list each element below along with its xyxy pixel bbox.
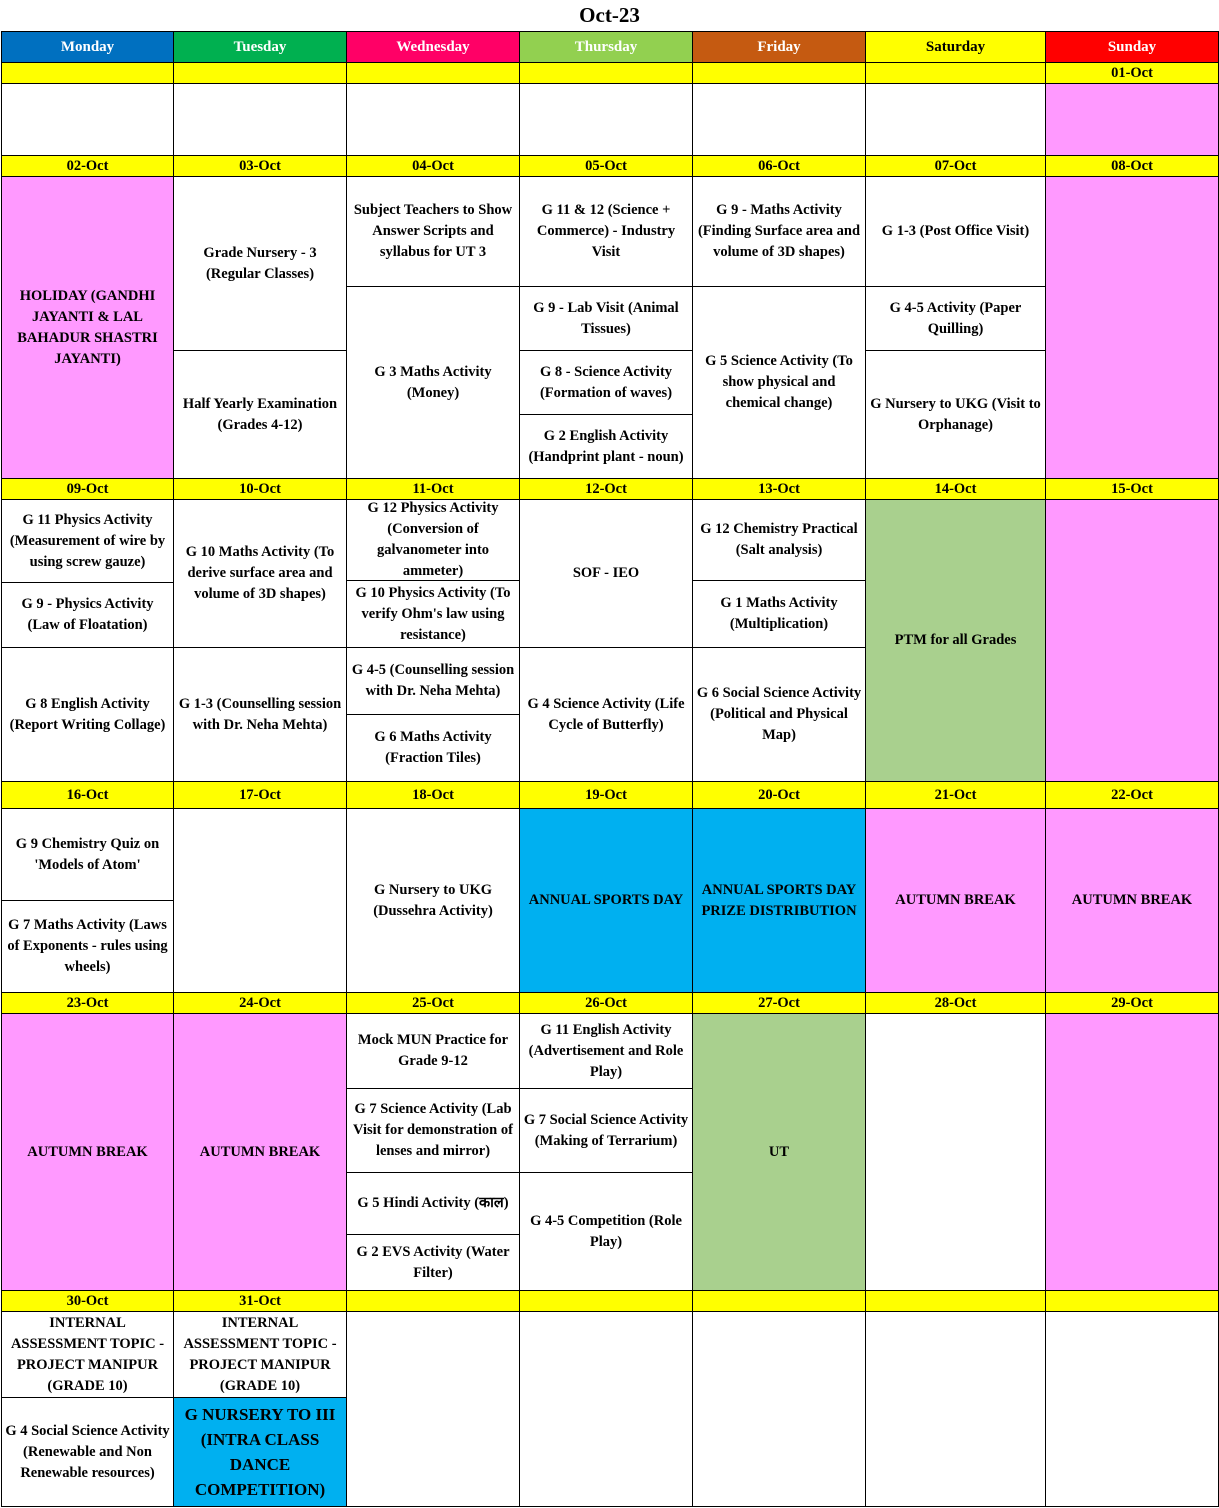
day-header-tuesday: Tuesday: [173, 31, 347, 63]
date-cell: [865, 62, 1046, 84]
calendar-title: Oct-23: [579, 3, 640, 27]
event-cell: UT: [692, 1013, 866, 1291]
event-cell: AUTUMN BREAK: [173, 1013, 347, 1291]
date-cell: [1045, 1290, 1219, 1312]
event-cell: G NURSERY TO III (INTRA CLASS DANCE COMPETITION): [173, 1397, 347, 1507]
date-cell: [1, 62, 174, 84]
date-cell: 18-Oct: [346, 781, 520, 809]
event-cell: G Nursery to UKG (Dussehra Activity): [346, 808, 520, 993]
date-cell: [865, 1290, 1046, 1312]
date-cell: 03-Oct: [173, 155, 347, 177]
event-cell: INTERNAL ASSESSMENT TOPIC - PROJECT MANIPUR (GRADE 10): [173, 1311, 347, 1398]
date-cell: [519, 1290, 693, 1312]
event-cell: G 11 English Activity (Advertisement and Role Play): [519, 1013, 693, 1089]
day-header-friday: Friday: [692, 31, 866, 63]
date-cell: 23-Oct: [1, 992, 174, 1014]
event-cell: G 2 EVS Activity (Water Filter): [346, 1234, 520, 1291]
event-cell: G 4-5 Competition (Role Play): [519, 1172, 693, 1291]
date-cell: 01-Oct: [1045, 62, 1219, 84]
date-cell: 26-Oct: [519, 992, 693, 1014]
date-cell: 15-Oct: [1045, 478, 1219, 500]
event-cell: G 7 Maths Activity (Laws of Exponents - rules using wheels): [1, 900, 174, 993]
event-cell: HOLIDAY (GANDHI JAYANTI & LAL BAHADUR SHASTRI JAYANTI): [1, 176, 174, 479]
empty-day-cell: [519, 1311, 693, 1507]
event-cell: G 7 Social Science Activity (Making of Terrarium): [519, 1088, 693, 1173]
event-cell: G 6 Maths Activity (Fraction Tiles): [346, 714, 520, 782]
date-cell: 02-Oct: [1, 155, 174, 177]
event-cell: G 9 - Maths Activity (Finding Surface area and volume of 3D shapes): [692, 176, 866, 287]
event-cell: G 4-5 (Counselling session with Dr. Neha Mehta): [346, 647, 520, 715]
empty-day-cell: [865, 1013, 1046, 1291]
date-cell: [346, 1290, 520, 1312]
date-cell: 05-Oct: [519, 155, 693, 177]
event-cell: G 9 - Lab Visit (Animal Tissues): [519, 286, 693, 351]
date-cell: 29-Oct: [1045, 992, 1219, 1014]
event-cell: AUTUMN BREAK: [865, 808, 1046, 993]
date-cell: 06-Oct: [692, 155, 866, 177]
date-cell: 28-Oct: [865, 992, 1046, 1014]
date-cell: 21-Oct: [865, 781, 1046, 809]
empty-day-cell: [173, 83, 347, 156]
date-cell: 22-Oct: [1045, 781, 1219, 809]
date-cell: 24-Oct: [173, 992, 347, 1014]
event-cell: Subject Teachers to Show Answer Scripts and syllabus for UT 3: [346, 176, 520, 287]
day-header-sunday: Sunday: [1045, 31, 1219, 63]
empty-day-cell: [1045, 1013, 1219, 1291]
event-cell: Half Yearly Examination (Grades 4-12): [173, 350, 347, 479]
day-header-wednesday: Wednesday: [346, 31, 520, 63]
event-cell: G 11 & 12 (Science + Commerce) - Industry Visit: [519, 176, 693, 287]
event-cell: G 12 Chemistry Practical (Salt analysis): [692, 499, 866, 581]
date-cell: 17-Oct: [173, 781, 347, 809]
day-header-saturday: Saturday: [865, 31, 1046, 63]
date-cell: 30-Oct: [1, 1290, 174, 1312]
event-cell: PTM for all Grades: [865, 499, 1046, 782]
date-cell: [519, 62, 693, 84]
event-cell: G 8 - Science Activity (Formation of waves): [519, 350, 693, 415]
date-cell: 20-Oct: [692, 781, 866, 809]
event-cell: G 10 Physics Activity (To verify Ohm's law using resistance): [346, 580, 520, 648]
empty-day-cell: [865, 83, 1046, 156]
event-cell: G 7 Science Activity (Lab Visit for demonstration of lenses and mirror): [346, 1088, 520, 1173]
date-cell: [173, 62, 347, 84]
event-cell: AUTUMN BREAK: [1, 1013, 174, 1291]
event-cell: G 1-3 (Post Office Visit): [865, 176, 1046, 287]
date-cell: 25-Oct: [346, 992, 520, 1014]
event-cell: G 8 English Activity (Report Writing Collage): [1, 647, 174, 782]
empty-day-cell: [519, 83, 693, 156]
event-cell: G 1 Maths Activity (Multiplication): [692, 580, 866, 648]
date-cell: [692, 62, 866, 84]
date-cell: 19-Oct: [519, 781, 693, 809]
date-cell: 16-Oct: [1, 781, 174, 809]
event-cell: Mock MUN Practice for Grade 9-12: [346, 1013, 520, 1089]
date-cell: 08-Oct: [1045, 155, 1219, 177]
empty-day-cell: [1045, 499, 1219, 782]
event-cell: G Nursery to UKG (Visit to Orphanage): [865, 350, 1046, 479]
event-cell: G 9 - Physics Activity (Law of Floatation): [1, 582, 174, 648]
date-cell: 04-Oct: [346, 155, 520, 177]
empty-day-cell: [1045, 176, 1219, 479]
event-cell: G 3 Maths Activity (Money): [346, 286, 520, 479]
event-cell: G 9 Chemistry Quiz on 'Models of Atom': [1, 808, 174, 901]
event-cell: G 4-5 Activity (Paper Quilling): [865, 286, 1046, 351]
empty-day-cell: [346, 1311, 520, 1507]
event-cell: AUTUMN BREAK: [1045, 808, 1219, 993]
date-cell: 14-Oct: [865, 478, 1046, 500]
date-cell: 11-Oct: [346, 478, 520, 500]
empty-day-cell: [1, 83, 174, 156]
empty-day-cell: [692, 83, 866, 156]
date-cell: 09-Oct: [1, 478, 174, 500]
event-cell: G 1-3 (Counselling session with Dr. Neha Mehta): [173, 647, 347, 782]
event-cell: ANNUAL SPORTS DAY: [519, 808, 693, 993]
event-cell: G 5 Hindi Activity (काल): [346, 1172, 520, 1235]
empty-day-cell: [1045, 83, 1219, 156]
event-cell: G 5 Science Activity (To show physical and chemical change): [692, 286, 866, 479]
empty-day-cell: [1045, 1311, 1219, 1507]
date-cell: 13-Oct: [692, 478, 866, 500]
empty-day-cell: [692, 1311, 866, 1507]
date-cell: [692, 1290, 866, 1312]
event-cell: Grade Nursery - 3 (Regular Classes): [173, 176, 347, 351]
date-cell: 07-Oct: [865, 155, 1046, 177]
event-cell: G 11 Physics Activity (Measurement of wire by using screw gauze): [1, 499, 174, 583]
day-header-thursday: Thursday: [519, 31, 693, 63]
date-cell: 31-Oct: [173, 1290, 347, 1312]
event-cell: ANNUAL SPORTS DAY PRIZE DISTRIBUTION: [692, 808, 866, 993]
date-cell: [346, 62, 520, 84]
date-cell: 27-Oct: [692, 992, 866, 1014]
event-cell: G 4 Social Science Activity (Renewable and Non Renewable resources): [1, 1397, 174, 1507]
empty-day-cell: [865, 1311, 1046, 1507]
event-cell: G 4 Science Activity (Life Cycle of Butterfly): [519, 647, 693, 782]
date-cell: 12-Oct: [519, 478, 693, 500]
day-header-monday: Monday: [1, 31, 174, 63]
date-cell: 10-Oct: [173, 478, 347, 500]
empty-day-cell: [173, 808, 347, 993]
event-cell: INTERNAL ASSESSMENT TOPIC - PROJECT MANIPUR (GRADE 10): [1, 1311, 174, 1398]
event-cell: G 12 Physics Activity (Conversion of galvanometer into ammeter): [346, 499, 520, 581]
event-cell: G 2 English Activity (Handprint plant - noun): [519, 414, 693, 479]
empty-day-cell: [346, 83, 520, 156]
event-cell: G 10 Maths Activity (To derive surface area and volume of 3D shapes): [173, 499, 347, 648]
event-cell: SOF - IEO: [519, 499, 693, 648]
event-cell: G 6 Social Science Activity (Political and Physical Map): [692, 647, 866, 782]
